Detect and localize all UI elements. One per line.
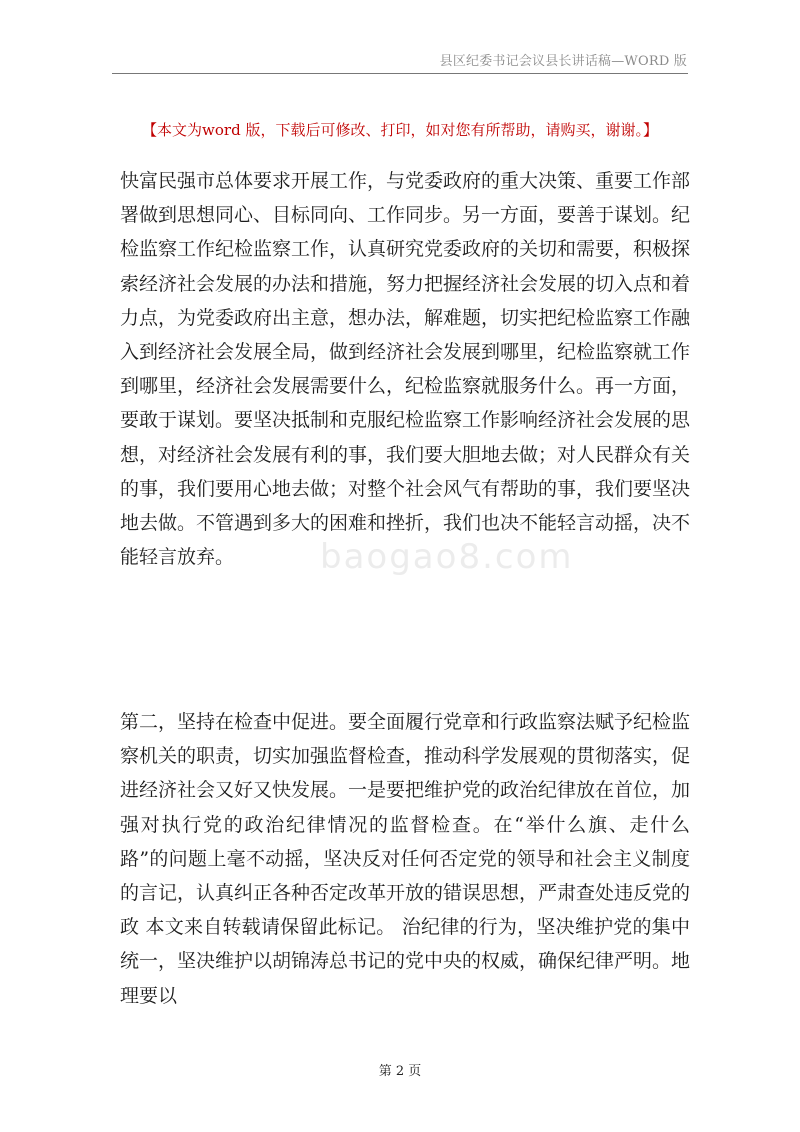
watermark: baogao8.com (320, 537, 574, 577)
body-paragraph-2: 第二，坚持在检查中促进。要全面履行党章和行政监察法赋予纪检监察机关的职责，切实加强监督检查，推动科学发展观的贯彻落实，促进经济社会又好又快发展。一是要把维护党的政治纪律放在首位，加强对执行党的政治纪律情况的监督检查。在“举什么旗、走什么路”的问题上毫不动摇，坚决反对任何否定党的领导和社会主义制度的言记，认真纠正各种否定改革开放的错误思想，严肃查处违反党的政 本文来自转载请保留此标记。 治纪律的行为，坚决维护党的集中统一，坚决维护以胡锦涛总书记的党中央的权威，确保纪律严明。地理要以 (120, 711, 691, 1007)
header-divider (112, 73, 688, 74)
document-header-title: 县区纪委书记会议县长讲话稿—WORD 版 (439, 54, 687, 69)
body-paragraph-1: 快富民强市总体要求开展工作，与党委政府的重大决策、重要工作部署做到思想同心、目标同向、工作同步。另一方面，要善于谋划。纪检监察工作纪检监察工作，认真研究党委政府的关切和需要，积极探索经济社会发展的办法和措施，努力把握经济社会发展的切入点和着力点，为党委政府出主意，想办法，解难题，切实把纪检监察工作融入到经济社会发展全局，做到经济社会发展到哪里，纪检监察就工作到哪里，经济社会发展需要什么，纪检监察就服务什么。再一方面，要敢于谋划。要坚决抵制和克服纪检监察工作影响经济社会发展的思想，对经济社会发展有利的事，我们要大胆地去做；对人民群众有关的事，我们要用心地去做；对整个社会风气有帮助的事，我们要坚决地去做。不管遇到多大的困难和挫折，我们也决不能轻言动摇，决不能轻言放弃。 (120, 170, 691, 569)
purchase-notice: 【本文为word 版，下载后可修改、打印，如对您有所帮助，请购买，谢谢。】 (142, 121, 658, 139)
page-number: 第 2 页 (378, 1064, 422, 1079)
